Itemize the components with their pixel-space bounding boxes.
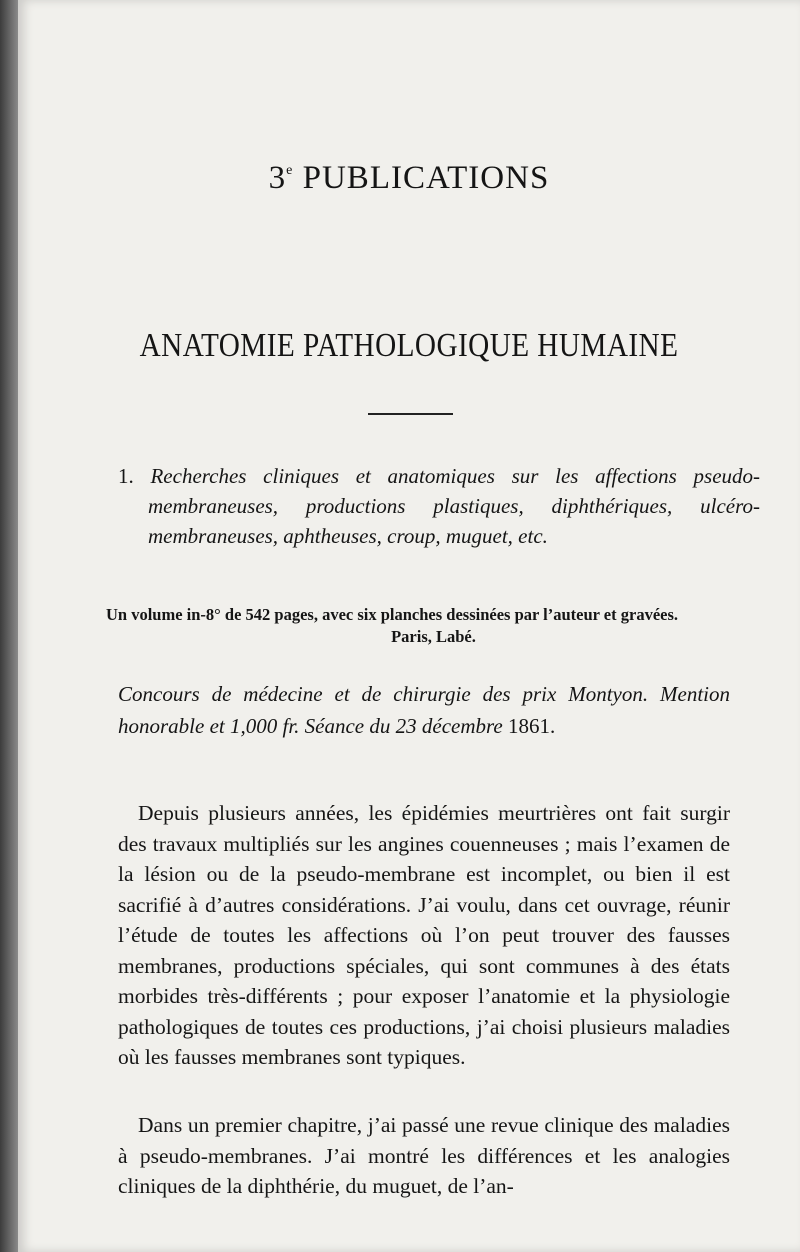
body-paragraph: Dans un premier chapitre, j’ai passé une revue clinique des maladies à pseudo-membranes. J’ai montré les différences et les analogies cliniques de la diphthérie, du muguet, de l’an- <box>118 1113 730 1198</box>
book-page <box>18 0 800 1252</box>
award-text: Concours de médecine et de chirurgie des prix Montyon. Mention honorable et 1,000 fr. Séance du 23 décembre <box>118 682 730 738</box>
award-year: 1861. <box>507 714 556 738</box>
volume-line-2: Paris, Labé. <box>391 627 476 646</box>
volume-line-1: Un volume in-8° de 542 pages, avec six planches dessinées par l’auteur et gravées. <box>106 605 679 624</box>
volume-details <box>106 604 731 648</box>
body-paragraph: Depuis plusieurs années, les épidémies meurtrières ont fait surgir des travaux multipliés sur les angines couenneuses ; mais l’examen de la lésion ou de la pseudo-membrane est incomplet, ou bien il est sacrifié à d’autres considérations. J’ai voulu, dans cet ouvrage, réunir l’étude de toutes les affections où l’on peut trouver des fausses membranes, productions spéciales, qui sont communes à des états morbides très-différents ; pour exposer l’anatomie et la physiologie pathologiques de toutes ces productions, j’ai choisi plusieurs maladies où les fausses membranes sont typiques. <box>118 801 730 1069</box>
publication-entry <box>118 461 760 551</box>
section-superscript: e <box>286 163 294 178</box>
entry-number: 1. <box>118 464 134 488</box>
entry-title: Recherches cliniques et anatomiques sur les affections pseudo-membraneuses, productions plastiques, diphthériques, ulcéro-membraneuses, aphtheuses, croup, muguet, etc. <box>148 464 761 548</box>
section-title <box>18 160 800 197</box>
page-edge-shadow <box>0 0 18 1252</box>
main-title: ANATOMIE PATHOLOGIQUE HUMAINE <box>139 327 679 364</box>
divider-rule <box>368 413 453 415</box>
section-title-text: PUBLICATIONS <box>302 160 550 196</box>
section-number: 3 <box>268 160 287 196</box>
award-note <box>118 678 730 742</box>
